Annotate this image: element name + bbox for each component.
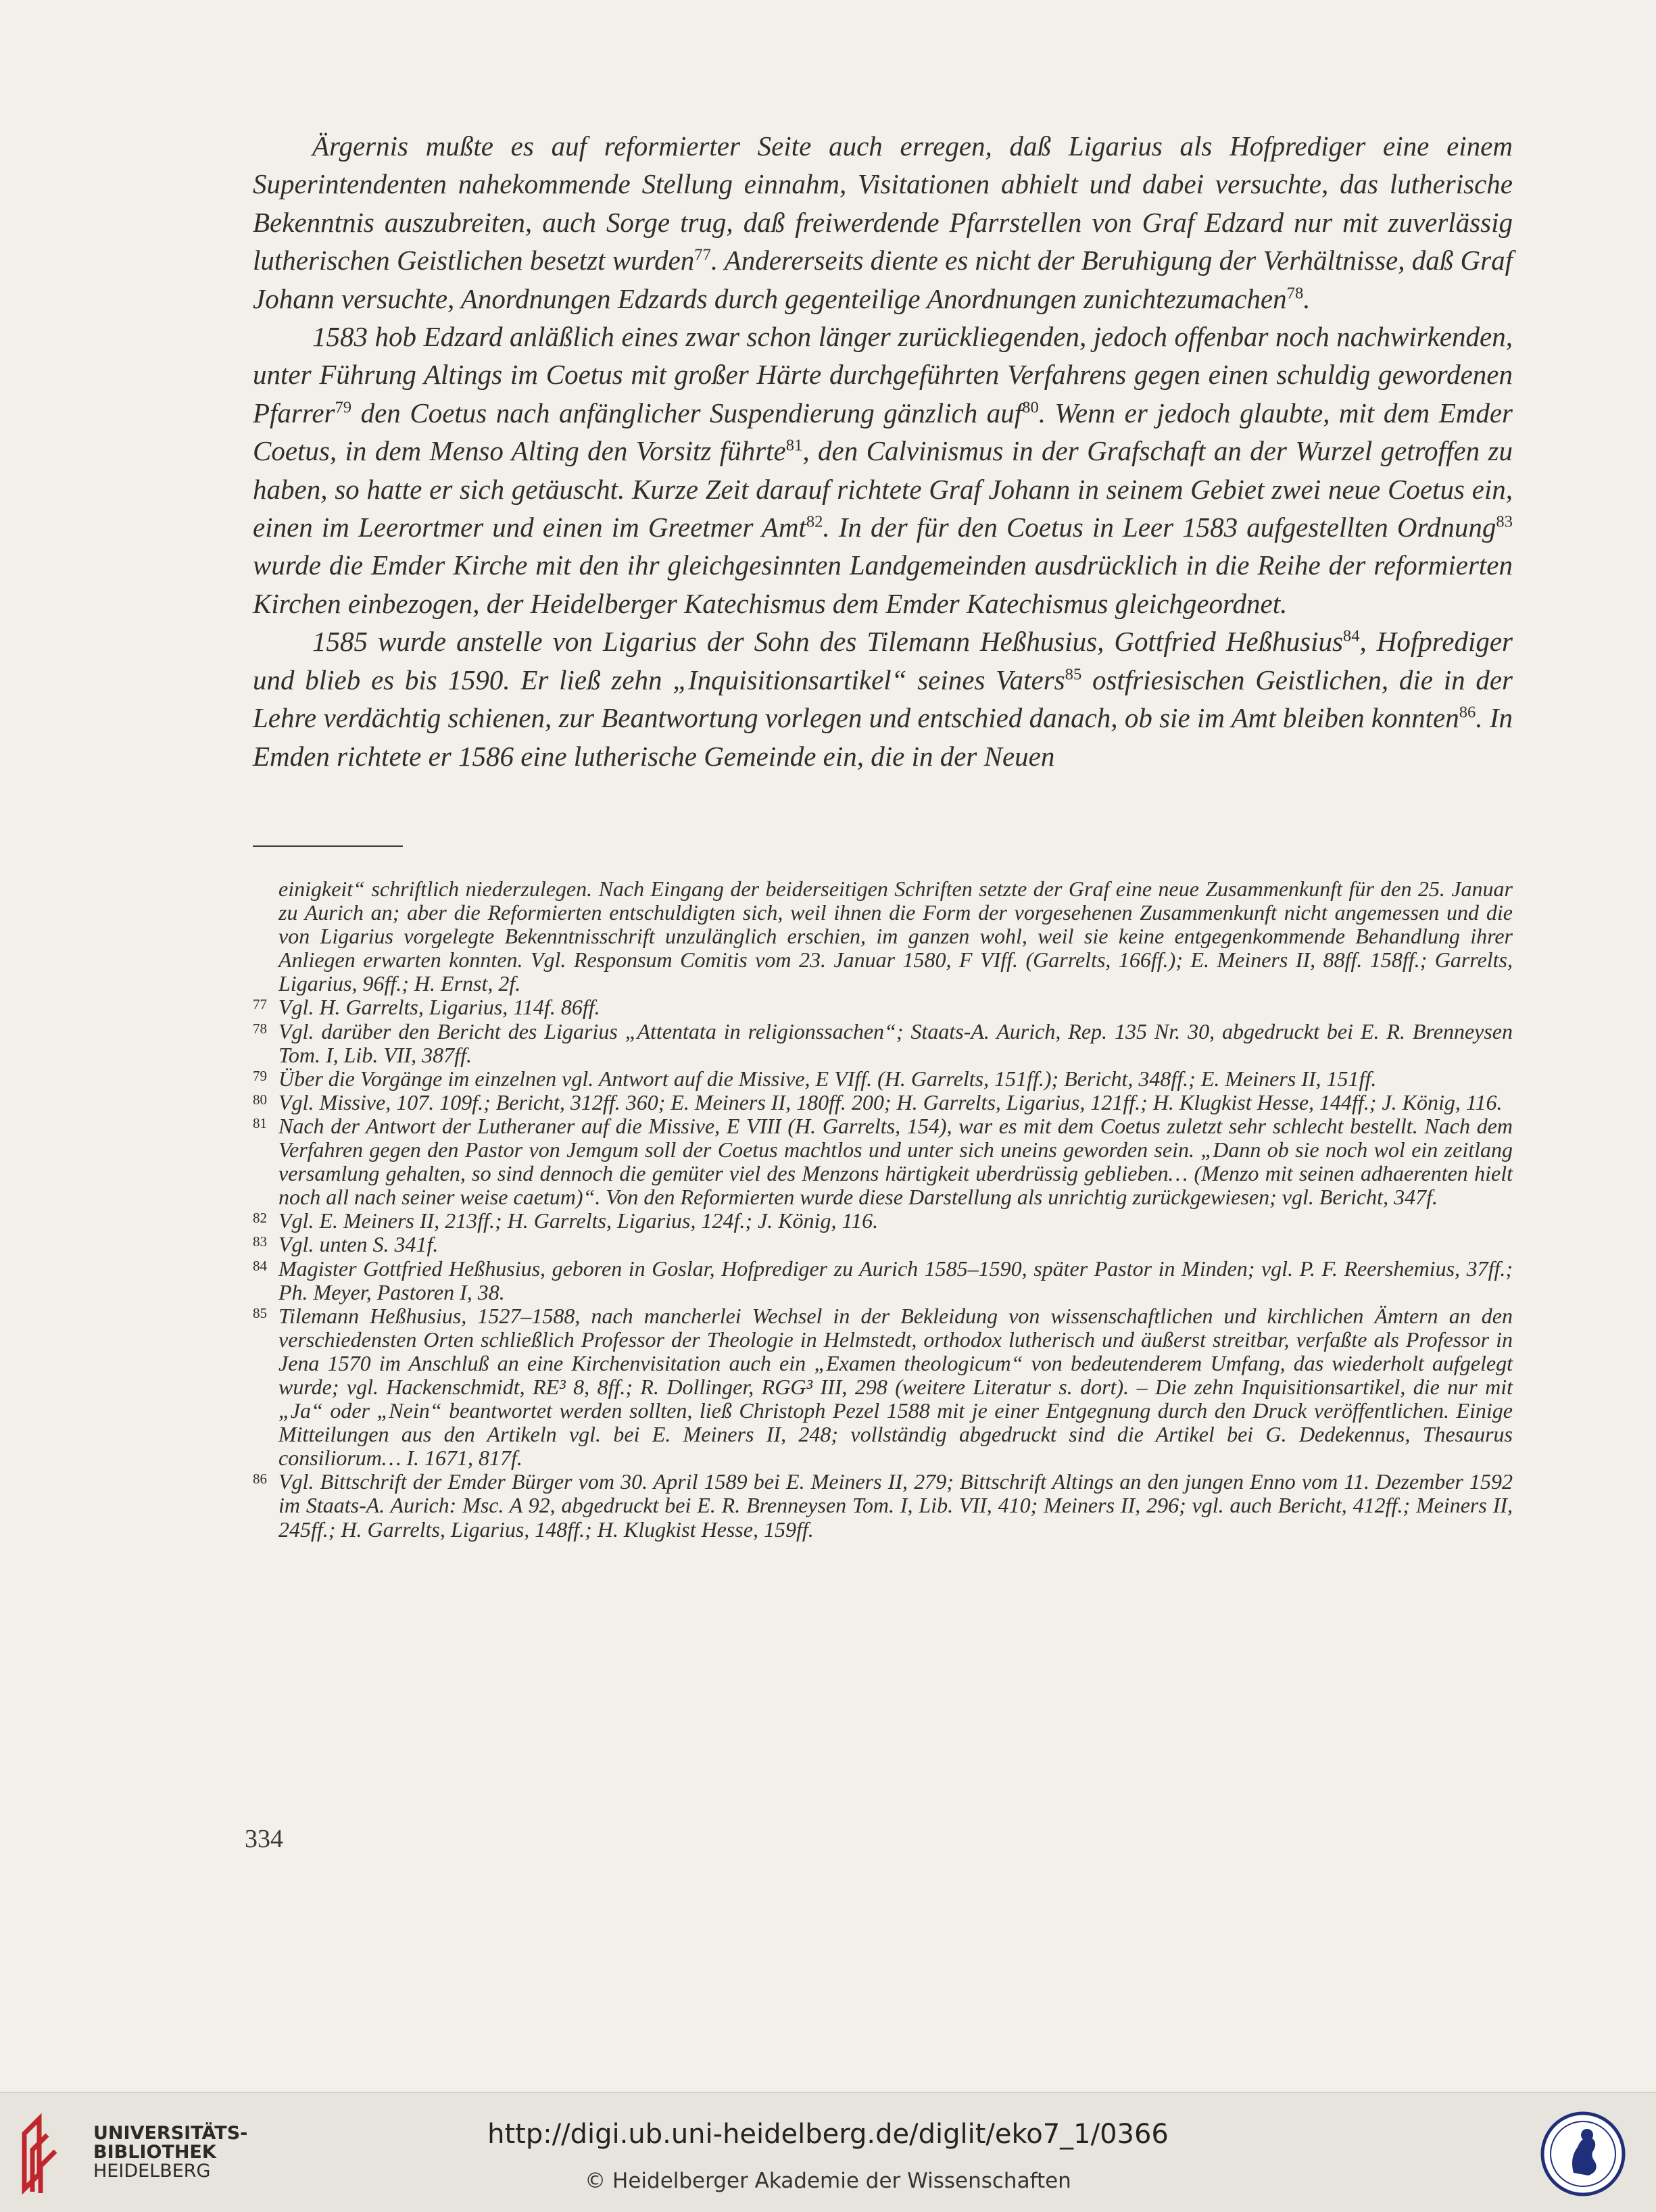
text: . Andererseits diente es nicht der Beruhigung der Verhältnisse, daß Graf Johann versuchte, Anordnungen Edzards durch gegenteilige Anordnungen zunichtezumachen [253,245,1513,314]
text: 1583 hob Edzard anläßlich eines zwar schon länger zurückliegenden, jedoch offenbar noch nachwirkenden, unter Führung Altings im Coetus mit großer Härte durchgeführten Verfahrens gegen einen schuldig gewordenen Pfarrer [253,321,1513,428]
footnote-divider [253,845,403,847]
permalink-url[interactable]: http://digi.ub.uni-heidelberg.de/diglit/eko7_1/0366 [487,2119,1169,2150]
footnote-text: Nach der Antwort der Lutheraner auf die Missive, E VIII (H. Garrelts, 154), war es mit dem Coetus zuletzt sehr schlecht bestellt. Nach dem Verfahren gegen den Pastor von Jemgum soll der Coetus machtlos und unter sich uneins geworden sein. „Dann ob sie noch wol ein zeitlang versamlung gehalten, so sind dennoch die gemüter viel des Menzons härtigkeit uberdrüssig geblieben… (Menzo mit seinen adhaerenten hielt noch all nach seiner weise caetum)“. Von den Reformierten wurde diese Darstellung als unrichtig zurückgewiesen; vgl. Bericht, 347f. [278,1113,1513,1210]
footnote-ref-84[interactable]: 84 [1342,626,1360,645]
footnote-text: Vgl. E. Meiners II, 213ff.; H. Garrelts, Ligarius, 124f.; J. König, 116. [278,1208,879,1233]
footnote-ref-86[interactable]: 86 [1459,703,1476,722]
text: , den Calvinismus in der Grafschaft an der Wurzel getroffen zu haben, so hatte er sich getäuscht. Kurze Zeit darauf richtete Graf Johann in seinem Gebiet zwei neue Coetus ein, einen im Leerortmer und einen im Greetmer Amt [253,435,1513,543]
main-text [253,127,1513,775]
footnote-number: 79 [253,1067,267,1084]
library-name-line-2: BIBLIOTHEK [93,2142,216,2163]
text: ostfriesischen Geistlichen, die in der Lehre verdächtig schienen, zur Beantwortung vorlegen und entschied danach, ob sie im Amt bleiben konnten [253,664,1513,734]
footnote-text: Über die Vorgänge im einzelnen vgl. Antwort auf die Missive, E VIff. (H. Garrelts, 151ff.); Bericht, 348ff.; E. Meiners II, 151ff. [278,1066,1377,1091]
page-number: 334 [245,1825,283,1853]
footnote-ref-83[interactable]: 83 [1496,512,1513,531]
footnote-number: 84 [253,1257,267,1274]
library-name-line-1: UNIVERSITÄTS- [93,2123,248,2144]
footnote-85 [253,1304,1513,1471]
footnote-number: 77 [253,996,267,1013]
footnote-text: Vgl. Missive, 107. 109f.; Bericht, 312ff. 360; E. Meiners II, 180ff. 200; H. Garrelts, Ligarius, 121ff.; H. Klugkist Hesse, 144ff.; J. König, 116. [278,1089,1503,1114]
footnote-ref-77[interactable]: 77 [694,245,711,264]
footnote-text: Vgl. Bittschrift der Emder Bürger vom 30. April 1589 bei E. Meiners II, 279; Bittschrift Altings an den jungen Enno vom 11. Dezember 1592 im Staats-A. Aurich: Msc. A 92, abgedruckt bei E. R. Brenneysen Tom. I, Lib. VII, 410; Meiners II, 296; vgl. auch Bericht, 412ff.; Meiners II, 245ff.; H. Garrelts, Ligarius, 148ff.; H. Klugkist Hesse, 159ff. [278,1469,1513,1542]
text: , Hofprediger und blieb es bis 1590. Er ließ zehn „Inquisitionsartikel“ seines Vaters [253,626,1513,695]
text: den Coetus nach anfänglicher Suspendierung gänzlich auf [351,397,1023,428]
footnote-ref-82[interactable]: 82 [806,512,823,531]
footnote-83 [253,1233,1513,1256]
footnote-77 [253,996,1513,1019]
text: 1585 wurde anstelle von Ligarius der Sohn des Tilemann Heßhusius, Gottfried Heßhusius [312,626,1343,658]
footnote-ref-81[interactable]: 81 [785,436,803,455]
footnote-continuation: einigkeit“ schriftlich niederzulegen. Nach Eingang der beiderseitigen Schriften setzte der Graf eine neue Zusammenkunft für den 25. Januar zu Aurich an; aber die Reformierten entschuldigten sich, weil ihnen die Form der vorgesehenen Zusammenkunft nicht angemessen und die von Ligarius vorgelegte Bekenntnisschrift unzulänglich erschien, im ganzen wohl, weil sie keine entgegenkommende Behandlung ihrer Anliegen erwarten konnten. Vgl. Responsum Comitis vom 23. Januar 1580, F VIff. (Garrelts, 166ff.); E. Meiners II, 88ff. 158ff.; Garrelts, Ligarius, 96ff.; H. Ernst, 2f. [278,877,1513,996]
footnotes [253,877,1513,1542]
footnote-number: 81 [253,1114,267,1131]
copyright-notice: © Heidelberger Akademie der Wissenschaften [585,2169,1071,2193]
footnote-86 [253,1470,1513,1541]
footnote-79 [253,1067,1513,1091]
viewer-footer [0,2092,1656,2212]
footnote-text: Vgl. unten S. 341f. [278,1232,439,1257]
footnote-ref-79[interactable]: 79 [335,398,352,417]
footnote-number: 86 [253,1471,267,1488]
footnote-text: Vgl. darüber den Bericht des Ligarius „Attentata in religionssachen“; Staats-A. Aurich, Rep. 135 Nr. 30, abgedruckt bei E. R. Brenneysen Tom. I, Lib. VII, 387ff. [278,1018,1513,1067]
footnote-number: 83 [253,1233,267,1250]
footnote-ref-85[interactable]: 85 [1065,665,1082,684]
footnote-ref-80[interactable]: 80 [1022,398,1039,417]
text: wurde die Emder Kirche mit den ihr gleichgesinnten Landgemeinden ausdrücklich in die Reihe der reformierten Kirchen einbezogen, der Heidelberger Katechismus dem Emder Katechismus gleichgeordnet. [253,549,1513,619]
footnote-text: Magister Gottfried Heßhusius, geboren in Goslar, Hofprediger zu Aurich 1585–1590, später Pastor in Minden; vgl. P. F. Reershemius, 37ff.; Ph. Meyer, Pastoren I, 38. [278,1256,1513,1304]
footnote-80 [253,1091,1513,1114]
text: . Wenn er jedoch glaubte, mit dem Emder Coetus, in dem Menso Alting den Vorsitz führte [253,397,1513,467]
text: Ärgernis mußte es auf reformierter Seite auch erregen, daß Ligarius als Hofprediger eine einem Superintendenten nahekommende Stellung einnahm, Visitationen abhielt und dabei versuchte, das lutherische Bekenntnis auszubreiten, auch Sorge trug, daß freiwerdende Pfarrstellen von Graf Edzard nur mit zuverlässig lutherischen Geistlichen besetzt wurden [253,130,1513,276]
footnote-number: 80 [253,1091,267,1108]
footnote-78 [253,1020,1513,1067]
footnote-84 [253,1257,1513,1304]
akademie-seal-icon[interactable] [1540,2111,1626,2197]
footnote-text: Tilemann Heßhusius, 1527–1588, nach mancherlei Wechsel in der Bekleidung von wissenschaftlichen und kirchlichen Ämtern an den verschiedensten Orten schließlich Professor der Theologie in Helmstedt, orthodox lutherisch und äußerst streitbar, verfaßte als Professor in Jena 1570 im Anschluß an eine Kirchenvisitation auch ein „Examen theologicum“ von bedeutenderem Umfang, das wiederholt aufgelegt wurde; vgl. Hackenschmidt, RE³ 8, 8ff.; R. Dollinger, RGG³ III, 298 (weitere Literatur s. dort). – Die zehn Inquisitionsartikel, die nur mit „Ja“ oder „Nein“ beantwortet werden sollten, ließ Christoph Pezel 1588 mit je einer Entgegnung durch den Druck veröffentlichen. Einige Mitteilungen aus den Artikeln vgl. bei E. Meiners II, 248; vollständig abgedruckt sind die Artikel bei G. Dedekennus, Thesaurus consiliorum… I. 1671, 817f. [278,1303,1513,1471]
paragraph-1 [253,127,1513,318]
library-name-line-3: HEIDELBERG [93,2161,211,2182]
text: . In der für den Coetus in Leer 1583 aufgestellten Ordnung [823,512,1496,543]
paragraph-3 [253,622,1513,775]
footnote-number: 78 [253,1020,267,1037]
footnote-81 [253,1114,1513,1209]
footnote-text: Vgl. H. Garrelts, Ligarius, 114f. 86ff. [278,995,600,1020]
text: . In Emden richtete er 1586 eine lutherische Gemeinde ein, die in der Neuen [253,702,1513,772]
footnote-82 [253,1209,1513,1233]
footnote-number: 82 [253,1210,267,1227]
footnote-ref-78[interactable]: 78 [1286,283,1304,302]
footnote-number: 85 [253,1304,267,1321]
text: . [1303,282,1311,314]
paragraph-2 [253,318,1513,622]
